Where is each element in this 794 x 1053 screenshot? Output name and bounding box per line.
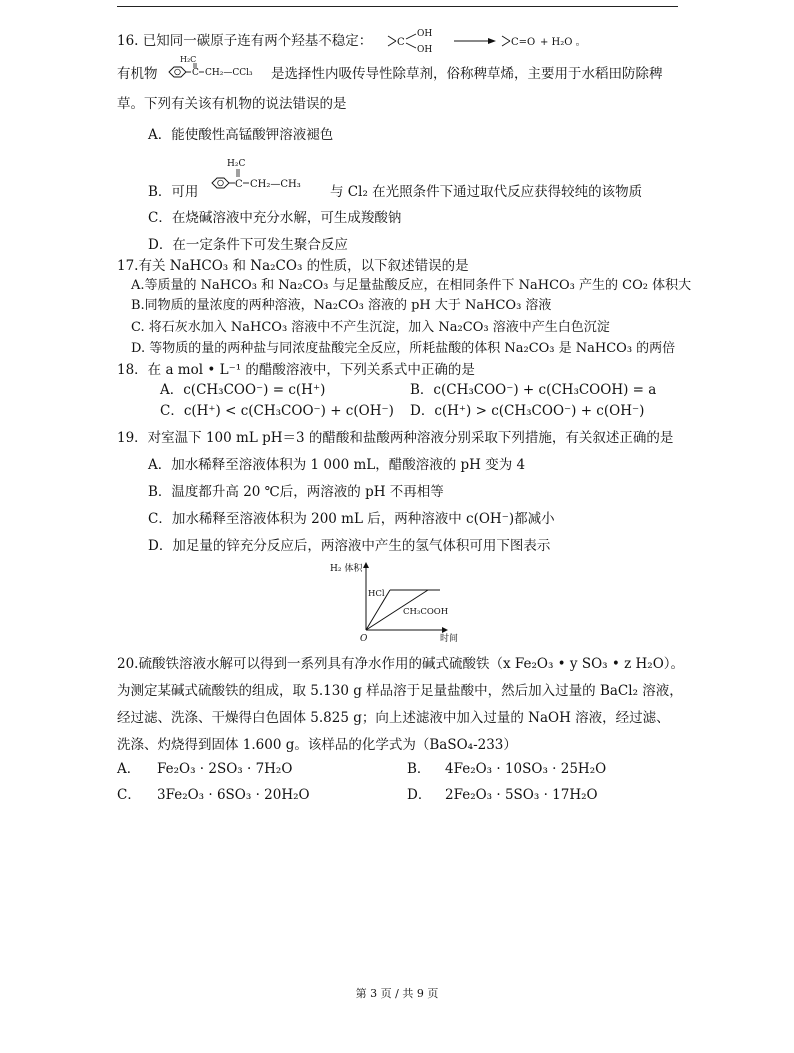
q19-option-c: C．加水稀释至溶液体积为 200 mL 后，两种溶液中 c(OH⁻)都减小	[148, 511, 555, 527]
hydrogen-volume-graph	[330, 560, 470, 644]
q16-intro: 16. 已知同一碳原子连有两个羟基不稳定：	[117, 33, 373, 49]
q16-stem-suffix: 是选择性内吸传导性除草剂，俗称稗草烯，主要用于水稻田防除稗	[271, 66, 663, 82]
ch3cooh-label: CH₃COOH	[403, 607, 449, 617]
q20-option-a-label: A．	[117, 761, 141, 777]
graph-ylabel: H₂ 体积	[330, 564, 363, 574]
chain-label: CH₂—CH₃	[250, 179, 301, 190]
chain-label: CH₂—CCl₃	[205, 68, 253, 78]
q20-option-b-label: B．	[407, 761, 431, 777]
vinyl-carbon: C	[192, 68, 199, 78]
q17-option-a: A.等质量的 NaHCO₃ 和 Na₂CO₃ 与足量盐酸反应，在相同条件下 NaHCO₃ 产生的 CO₂ 体积大	[131, 278, 692, 293]
q20-option-a: Fe₂O₃ · 2SO₃ · 7H₂O	[157, 761, 293, 777]
q19-option-a: A．加水稀释至溶液体积为 1 000 mL，醋酸溶液的 pH 变为 4	[148, 457, 526, 473]
q16-stem-line3: 草。下列有关该有机物的说法错误的是	[117, 96, 347, 112]
q20-line1: 20.硫酸铁溶液水解可以得到一系列具有净水作用的碱式硫酸铁（x Fe₂O₃ • y SO₃ • z H₂O）。	[117, 656, 685, 672]
methylene-label: H₂C	[180, 55, 197, 64]
q16-option-d: D．在一定条件下可发生聚合反应	[148, 237, 348, 253]
q16-option-b-suffix: 与 Cl₂ 在光照条件下通过取代反应获得较纯的该物质	[330, 184, 643, 200]
q18-option-a: A．c(CH₃COO⁻) = c(H⁺)	[160, 382, 326, 398]
q19-option-b: B．温度都升高 20 ℃后，两溶液的 pH 不再相等	[148, 484, 444, 500]
hydroxyl-top: OH	[417, 29, 433, 39]
q20-option-d-label: D．	[407, 787, 432, 803]
q18-option-d: D．c(H⁺) > c(CH₃COO⁻) + c(OH⁻)	[410, 403, 645, 419]
hydroxyl-bottom: OH	[417, 45, 433, 55]
q16-option-c: C．在烧碱溶液中充分水解，可生成羧酸钠	[148, 210, 402, 226]
q19-option-d: D．加足量的锌充分反应后，两溶液中产生的氢气体积可用下图表示	[148, 538, 551, 554]
vinyl-carbon: C	[235, 179, 243, 190]
product-carbonyl: C=O	[511, 37, 536, 48]
reaction-arrow-icon	[488, 38, 496, 44]
hcl-label: HCl	[368, 589, 385, 599]
page-footer: 第 3 页 / 共 9 页	[355, 987, 439, 1000]
methylene-label: H₂C	[227, 159, 246, 169]
q20-option-c-label: C．	[117, 787, 141, 803]
q18-option-b: B．c(CH₃COO⁻) + c(CH₃COOH) = a	[410, 382, 657, 398]
q17-stem: 17.有关 NaHCO₃ 和 Na₂CO₃ 的性质，以下叙述错误的是	[117, 258, 469, 274]
structure-herbicide	[163, 53, 273, 89]
graph-xlabel: 时间	[440, 634, 459, 644]
q16-option-b-prefix: B．可用	[148, 184, 199, 200]
structure-precursor	[206, 156, 330, 198]
y-axis-arrow-icon	[363, 562, 369, 568]
q20-line3: 经过滤、洗涤、干燥得白色固体 5.825 g；向上述滤液中加入过量的 NaOH 溶液，经过滤、	[117, 710, 670, 726]
water-product: + H₂O 。	[540, 37, 586, 48]
graph-origin: O	[360, 634, 368, 644]
q19-stem: 19．对室温下 100 mL pH＝3 的醋酸和盐酸两种溶液分别采取下列措施，有关叙述正确的是	[117, 430, 674, 446]
q16-stem-prefix: 有机物	[117, 66, 158, 82]
q18-option-c: C．c(H⁺) < c(CH₃COO⁻) + c(OH⁻)	[160, 403, 394, 419]
q17-option-d: D. 等物质的量的两种盐与同浓度盐酸完全反应，所耗盐酸的体积 Na₂CO₃ 是 NaHCO₃ 的两倍	[131, 341, 676, 356]
q17-option-b: B.同物质的量浓度的两种溶液，Na₂CO₃ 溶液的 pH 大于 NaHCO₃ 溶液	[131, 298, 552, 313]
q20-line4: 洗涤、灼烧得到固体 1.600 g。该样品的化学式为（BaSO₄-233）	[117, 737, 517, 753]
reactant-carbon: C	[397, 37, 405, 48]
diol-dehydration-reaction	[386, 26, 626, 56]
q17-option-c: C. 将石灰水加入 NaHCO₃ 溶液中不产生沉淀，加入 Na₂CO₃ 溶液中产生白色沉淀	[131, 320, 610, 335]
q16-option-a: A．能使酸性高锰酸钾溶液褪色	[148, 127, 334, 143]
q20-option-b: 4Fe₂O₃ · 10SO₃ · 25H₂O	[445, 761, 607, 777]
x-axis-arrow-icon	[442, 627, 448, 633]
q20-option-c: 3Fe₂O₃ · 6SO₃ · 20H₂O	[157, 787, 310, 803]
benzene-ring-icon	[212, 178, 229, 188]
q18-stem: 18．在 a mol • L⁻¹ 的醋酸溶液中，下列关系式中正确的是	[117, 362, 475, 378]
q20-option-d: 2Fe₂O₃ · 5SO₃ · 17H₂O	[445, 787, 598, 803]
header-rule	[117, 6, 678, 7]
q20-line2: 为测定某碱式硫酸铁的组成，取 5.130 g 样品溶于足量盐酸中，然后加入过量的 BaCl₂ 溶液，	[117, 683, 683, 699]
benzene-ring-icon	[169, 67, 186, 77]
